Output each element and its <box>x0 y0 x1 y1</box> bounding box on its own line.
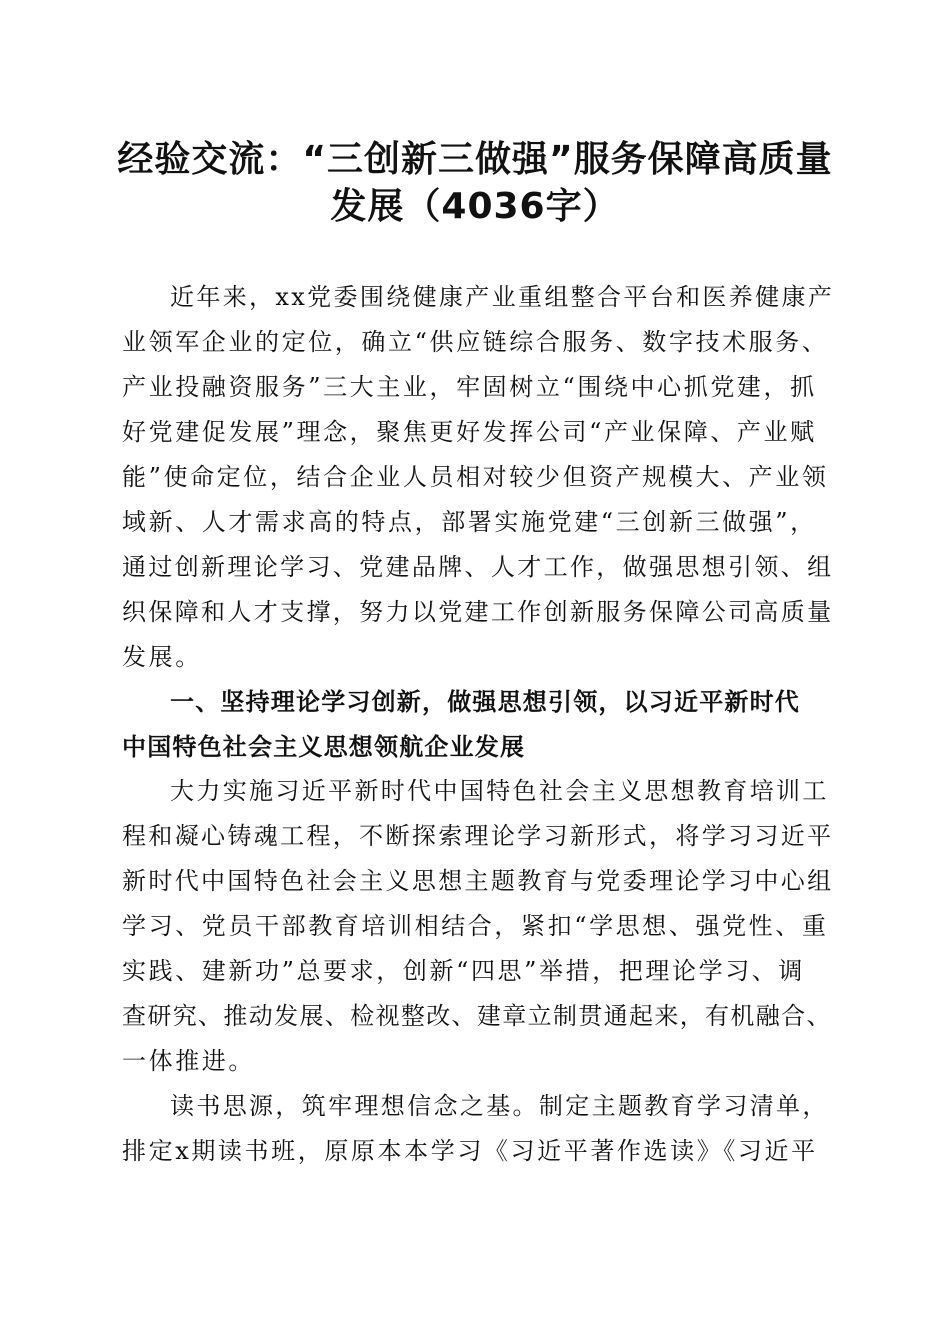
paragraph-2-line: 学习、党员干部教育培训相结合，紧扣“学思想、强党性、重 <box>122 912 829 940</box>
paragraph-2-line: 实践、建新功”总要求，创新“四思”举措，把理论学习、调 <box>122 957 806 985</box>
paragraph-1-line: 通过创新理论学习、党建品牌、人才工作，做强思想引领、组 <box>122 553 834 581</box>
paragraph-3-line: 排定x期读书班，原原本本学习《习近平著作选读》《习近平 <box>122 1137 818 1165</box>
section-heading-1-line: 一、坚持理论学习创新，做强思想引领，以习近平新时代 <box>170 688 800 716</box>
paragraph-1-line: 产业投融资服务”三大主业，牢固树立“围绕中心抓党建，抓 <box>122 373 817 401</box>
paragraph-2-line: 大力实施习近平新时代中国特色社会主义思想教育培训工 <box>170 777 829 805</box>
document-title-line-1: 经验交流：“三创新三做强”服务保障高质量 <box>117 139 833 180</box>
paragraph-1-line: 近年来，xx党委围绕健康产业重组整合平台和医养健康产 <box>170 283 835 311</box>
paragraph-2-line: 新时代中国特色社会主义思想主题教育与党委理论学习中心组 <box>122 867 834 895</box>
paragraph-1-line: 好党建促发展”理念，聚焦更好发挥公司“产业保障、产业赋 <box>122 418 817 446</box>
paragraph-1-line: 发展。 <box>122 643 202 671</box>
paragraph-1-line: 域新、人才需求高的特点，部署实施党建“三创新三做强”， <box>122 508 817 536</box>
document-title-line-2: 发展（4036字） <box>330 186 620 227</box>
paragraph-2-line: 查研究、推动发展、检视整改、建章立制贯通起来，有机融合、 <box>122 1002 832 1030</box>
paragraph-2-line: 程和凝心铸魂工程，不断探索理论学习新形式，将学习习近平 <box>122 822 834 850</box>
paragraph-1-line: 业领军企业的定位，确立“供应链综合服务、数字技术服务、 <box>122 328 829 356</box>
section-heading-1-line: 中国特色社会主义思想领航企业发展 <box>122 733 526 761</box>
paragraph-1-line: 织保障和人才支撑，努力以党建工作创新服务保障公司高质量 <box>122 598 834 626</box>
paragraph-1-line: 能”使命定位，结合企业人员相对较少但资产规模大、产业领 <box>122 463 829 491</box>
paragraph-2-line: 一体推进。 <box>122 1047 255 1075</box>
paragraph-3-line: 读书思源，筑牢理想信念之基。制定主题教育学习清单， <box>170 1092 829 1120</box>
